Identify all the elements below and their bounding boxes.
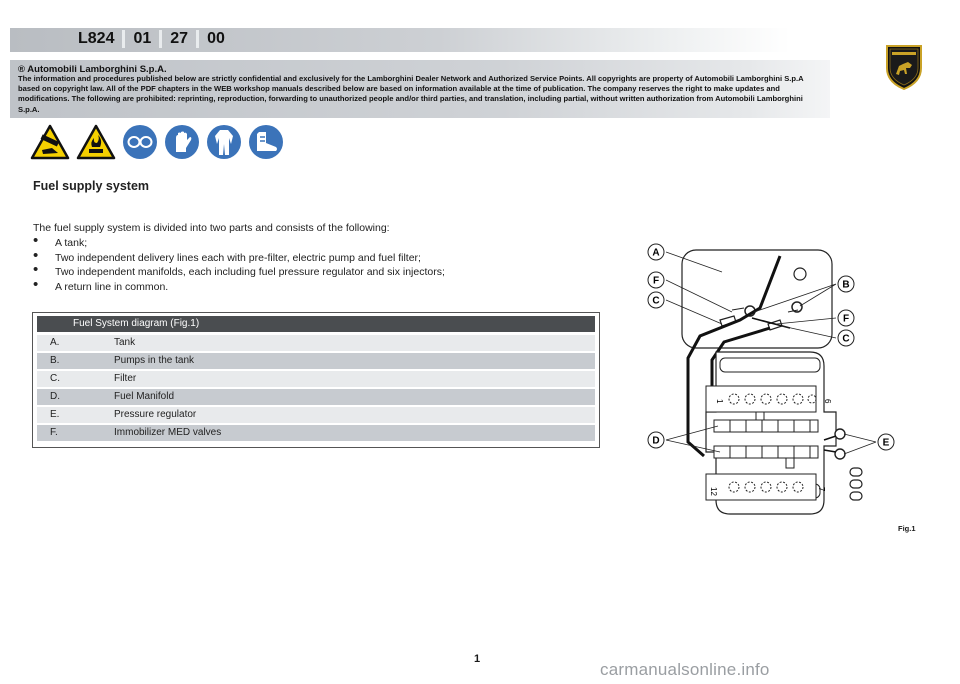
legend-header: [37, 316, 595, 332]
watermark: carmanualsonline.info: [600, 660, 770, 679]
legend-label: Fuel Manifold: [114, 391, 175, 402]
notice-text: The information and procedures published below are strictly confidential and exclusively for the Lamborghini Dealer Network and Authorized Service Points. All copyrights are property of Automobili Lamborghini S.p.A based on copyright law. All of the PDF chapters in the WEB workshop manuals described below are based on information available at the time of publication. The company reserves the right to make updates and modifications. The following are prohibited: reprinting, reproduction, forwarding to unauthorized people and/or third parties, and translation, including partial, without written authorization from Automobili Lamborghini S.p.A.: [18, 74, 804, 114]
callout-a: [648, 244, 664, 260]
crush-hazard-icon: [30, 124, 70, 160]
figure-caption: Fig.1: [898, 524, 916, 533]
callout-d: [648, 432, 664, 448]
cylinder-label: 6: [823, 399, 832, 404]
table-row: [37, 425, 595, 441]
svg-text:C: C: [652, 295, 660, 307]
component-list: [33, 236, 445, 294]
legend-key: C.: [50, 373, 60, 384]
page-number: 1: [474, 653, 481, 665]
list-item: • Two independent manifolds, each including fuel pressure regulator and six injectors;: [33, 265, 445, 280]
doc-code-model: L824: [78, 30, 115, 47]
notice-title: ® Automobili Lamborghini S.p.A.: [18, 64, 167, 75]
gloves-icon: [164, 124, 200, 160]
svg-text:E: E: [882, 437, 890, 449]
doc-code-group: 01: [133, 30, 152, 47]
legend-key: E.: [50, 409, 60, 420]
callout-f: [838, 310, 854, 326]
list-item: • Two independent delivery lines each with pre-filter, electric pump and fuel filter;: [33, 251, 445, 266]
safety-icons-row: [30, 124, 284, 160]
table-row: [37, 407, 595, 423]
legend-key: A.: [50, 337, 60, 348]
section-title: Fuel supply system: [33, 179, 150, 193]
svg-text:C: C: [842, 333, 850, 345]
svg-text:F: F: [652, 275, 660, 287]
cylinder-label: 12: [709, 487, 718, 496]
goggles-icon: [122, 124, 158, 160]
callout-f: [648, 272, 664, 288]
svg-text:A: A: [652, 247, 660, 259]
legend-key: D.: [50, 391, 60, 402]
list-item: • A return line in common.: [33, 280, 445, 295]
doc-code-subgroup: 27: [170, 30, 189, 47]
legend-label: Pumps in the tank: [114, 355, 195, 366]
pressure-regulator: [835, 429, 845, 439]
legend-key: F.: [50, 427, 58, 438]
intro-text: The fuel supply system is divided into two parts and consists of the following:: [33, 222, 390, 234]
table-row: [37, 389, 595, 405]
document-code: [70, 30, 233, 48]
legend-label: Filter: [114, 373, 137, 384]
table-row: [37, 371, 595, 387]
burn-hazard-icon: [76, 124, 116, 160]
legend-title: Fuel System diagram (Fig.1): [73, 318, 200, 329]
cylinder-label: 7: [817, 487, 826, 492]
diagram-legend-table: [32, 312, 600, 448]
callout-e: [878, 434, 894, 450]
list-item: • A tank;: [33, 236, 445, 251]
cylinder-label: 1: [715, 399, 724, 404]
pressure-regulator: [835, 449, 845, 459]
legend-label: Tank: [114, 337, 136, 348]
lamborghini-logo: [884, 44, 924, 90]
callout-b: [838, 276, 854, 292]
doc-code-section: 00: [207, 30, 225, 47]
legend-label: Pressure regulator: [114, 409, 197, 420]
table-row: [37, 353, 595, 369]
svg-text:F: F: [842, 313, 850, 325]
fuel-system-diagram: [640, 240, 912, 530]
svg-text:B: B: [842, 279, 850, 291]
safety-shoes-icon: [248, 124, 284, 160]
svg-text:D: D: [652, 435, 660, 447]
overalls-icon: [206, 124, 242, 160]
legend-key: B.: [50, 355, 60, 366]
table-row: [37, 335, 595, 351]
legend-label: Immobilizer MED valves: [114, 427, 222, 438]
callout-c: [648, 292, 664, 308]
callout-c: [838, 330, 854, 346]
